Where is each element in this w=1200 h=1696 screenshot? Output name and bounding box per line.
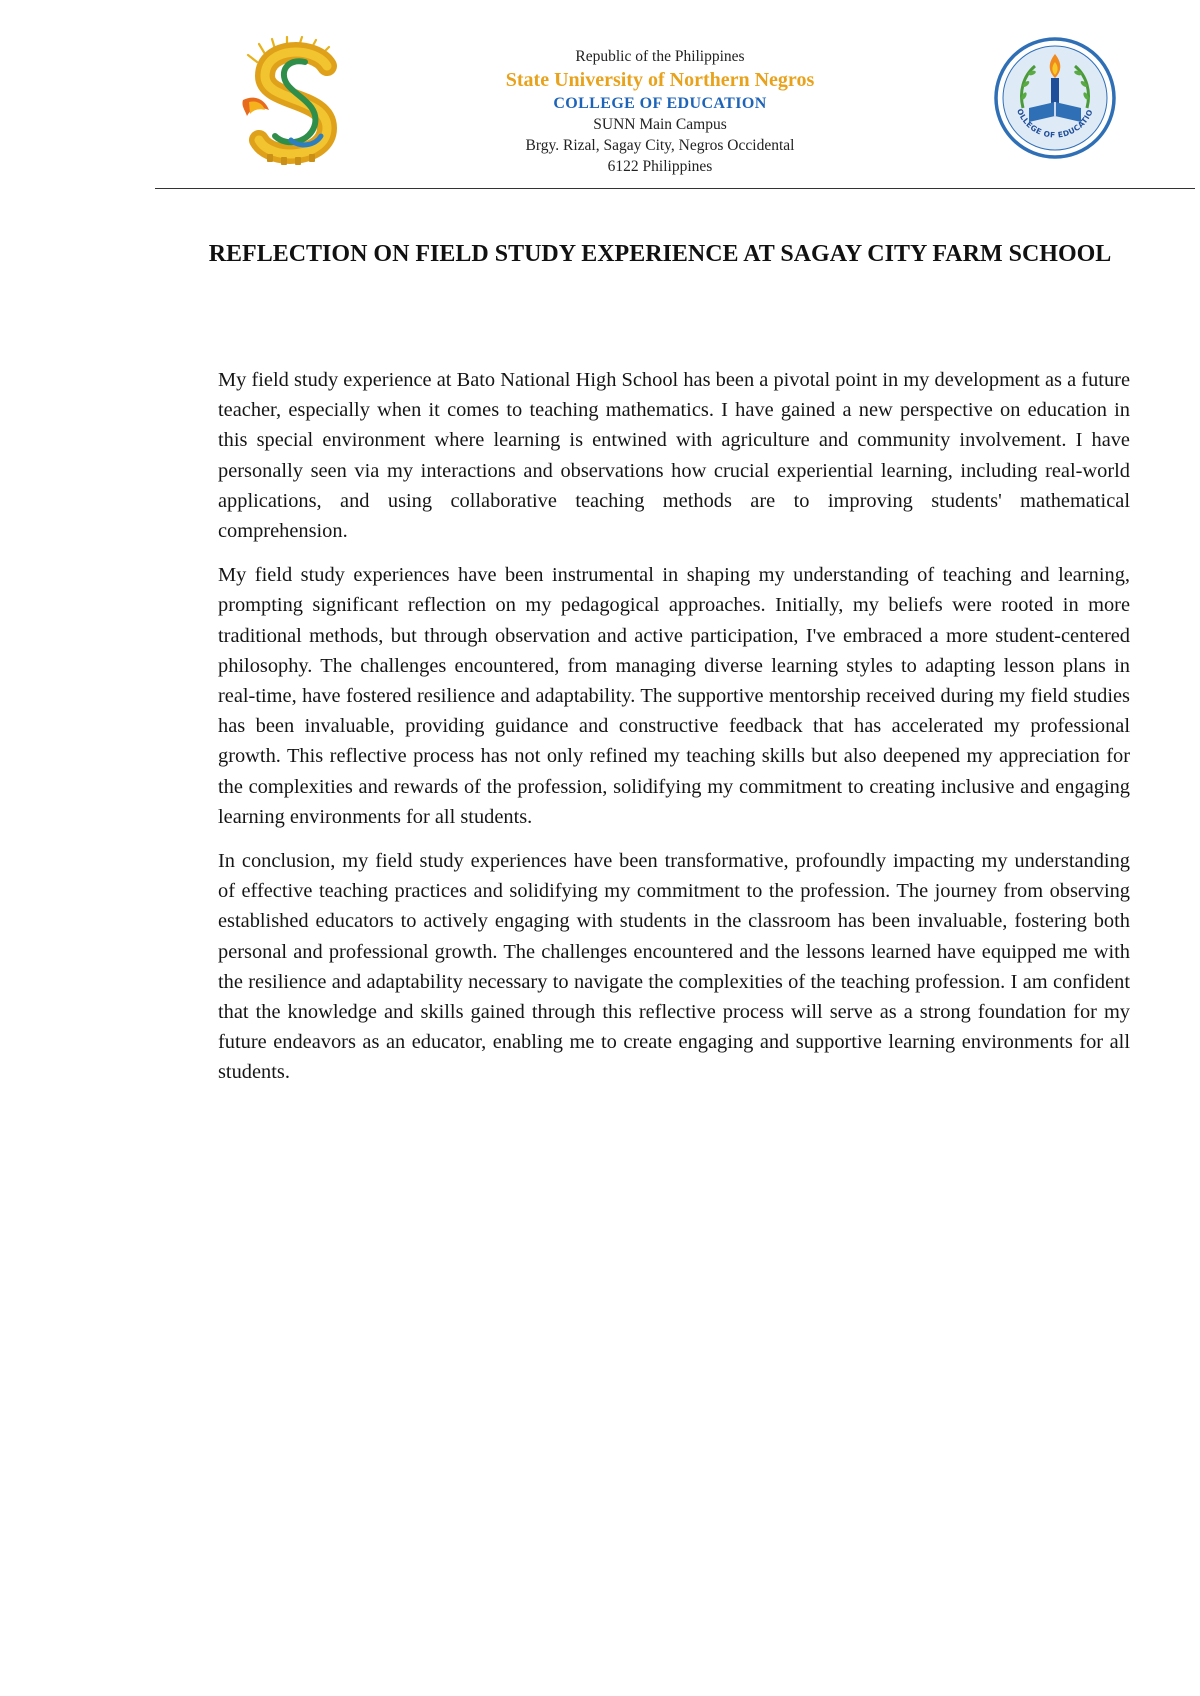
paragraph-2: My field study experiences have been instrumental in shaping my understanding of teaching and learning, prompting significant reflection on my pedagogical approaches. Initially, my beliefs were rooted in more traditional methods, but through observation and active participation, I've embraced a more student-centered philosophy. The challenges encountered, from managing diverse learning styles to adapting lesson plans in real-time, have fostered resilience and adaptability. The supportive mentorship received during my field studies has been invaluable, providing guidance and constructive feedback that has accelerated my professional growth. This reflective process has not only refined my teaching skills but also deepened my appreciation for the complexities and rewards of the profession, solidifying my commitment to creating inclusive and engaging learning environments for all students. <box>218 564 1130 828</box>
postal-line: 6122 Philippines <box>607 158 713 175</box>
letterhead <box>360 46 960 177</box>
campus-line: SUNN Main Campus <box>593 116 727 133</box>
university-logo-icon <box>235 36 353 166</box>
paragraph-3: In conclusion, my field study experiences have been transformative, profoundly impacting my understanding of effective teaching practices and solidifying my commitment to the profession. The journey from observing established educators to actively engaging with students in the classroom has been invaluable, fostering both personal and professional growth. The challenges encountered and the lessons learned have equipped me with the resilience and adaptability necessary to navigate the complexities of the teaching profession. I am confident that the knowledge and skills gained through this reflective process will serve as a strong foundation for my future endeavors as an educator, enabling me to create engaging and supportive learning environments for all students. <box>218 850 1130 1084</box>
letterhead-divider <box>155 188 1195 189</box>
svg-text:COLLEGE OF EDUCATION: OLLEGE OF EDUCATIO <box>1015 107 1095 140</box>
university-name: State University of Northern Negros <box>505 69 815 91</box>
paragraph-1: My field study experience at Bato National High School has been a pivotal point in my development as a future teacher, especially when it comes to teaching mathematics. I have gained a new perspective on education in this special environment where learning is entwined with agriculture and community involvement. I have personally seen via my interactions and observations how crucial experiential learning, including real-world applications, and using collaborative teaching methods are to improving students' mathematical comprehension. <box>218 369 1130 543</box>
document-body <box>218 365 1130 1102</box>
college-seal-icon <box>993 36 1117 160</box>
republic-line: Republic of the Philippines <box>575 48 745 65</box>
college-name: COLLEGE OF EDUCATION <box>553 95 767 112</box>
address-line: Brgy. Rizal, Sagay City, Negros Occidental <box>525 137 795 154</box>
document-title: REFLECTION ON FIELD STUDY EXPERIENCE AT SAGAY CITY FARM SCHOOL <box>208 241 1112 267</box>
